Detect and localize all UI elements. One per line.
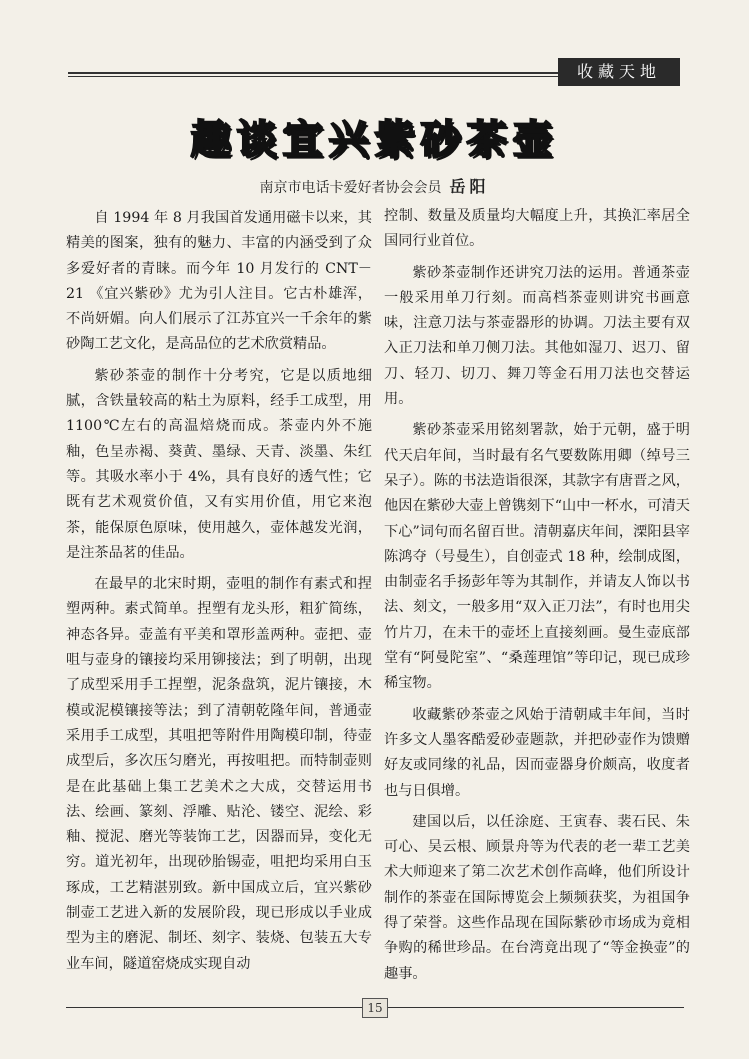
page-number: 15 — [362, 998, 388, 1018]
article-title: 趣谈宜兴紫砂茶壶 — [190, 117, 559, 163]
paragraph: 紫砂茶壶制作还讲究刀法的运用。普通茶壶一般采用单刀行刻。而高档茶壶则讲究书画意味，注意刀法与茶壶器形的协调。刀法主要有双入正刀法和单刀侧刀法。其他如湿刀、迟刀、留刀、轻刀、切刀、舞刀等金石用刀法也交替运用。 — [384, 264, 690, 408]
paragraph-continuation: 控制、数量及质量均大幅度上升，其换汇率居全国同行业首位。 — [384, 208, 690, 250]
right-column — [384, 204, 690, 993]
paragraph: 紫砂茶壶采用铭刻署款，始于元朝，盛于明代天启年间，当时最有名气要数陈用卿（绰号三呆子）。陈的书法造诣很深，其款字有唐晋之风，他因在紫砂大壶上曾镌刻下“山中一杯水，可清天下心”词句而名留百世。清朝嘉庆年间，溧阳县宰陈鸿夺（号曼生），自创壶式 18 种，绘制成图，由制壶名手扬彭年等为其制作，并请友人饰以书法、刻文，一般多用“双入正刀法”，有时也用尖竹片刀，在未干的壶坯上直接刻画。曼生壶底部堂有“阿曼陀室”、“桑莲理馆”等印记，现已成珍稀宝物。 — [384, 422, 690, 692]
footer-rule-left — [66, 1007, 362, 1008]
header-rule — [68, 72, 558, 74]
header-rule-thin — [68, 76, 558, 77]
paragraph: 建国以后，以任涂庭、王寅春、裴石民、朱可心、吴云根、顾景舟等为代表的老一辈工艺美术大师迎来了第二次艺术创作高峰，他们所设计制作的茶壶在国际博览会上频频获奖，为祖国争得了荣誉。这些作品现在国际紫砂市场成为竟相争购的稀世珍品。在台湾竟出现了“等金换壶”的趣事。 — [384, 813, 690, 982]
paragraph: 自 1994 年 8 月我国首发通用磁卡以来，其精美的图案，独有的魅力、丰富的内涵受到了众多爱好者的青睐。而今年 10 月发行的 CNT－21 《宜兴紫砂》尤为引人注目。它古朴雄浑，不尚妍媚。向人们展示了江苏宜兴一千余年的紫砂陶工艺文化，是高品位的艺术欣赏精品。 — [66, 210, 372, 353]
paragraph: 紫砂茶壶的制作十分考究，它是以质地细腻，含铁量较高的粘土为原料，经手工成型，用 1100℃左右的高温焙烧而成。茶壶内外不施釉，色呈赤褐、葵黄、墨绿、天青、淡墨、朱红等。其吸水率小于 4%，具有良好的透气性；它既有艺术观赏价值，又有实用价值，用它来泡茶，能保原色原味，使用越久，壶体越发光润，是注茶品茗的佳品。 — [66, 367, 372, 561]
paragraph: 在最早的北宋时期，壶咀的制作有素式和捏塑两种。素式简单。捏塑有龙头形，粗犷简练，神态各异。壶盖有平美和罩形盖两种。壶把、壶咀与壶身的镶接均采用铆接法；到了明朝，出现了成型采用手工捏塑，泥条盘筑，泥片镶接，木模或泥模镶接等法；到了清朝乾隆年间，普通壶采用手工成型，其咀把等附件用陶模印制，待壶成型后，多次压匀磨光，再按咀把。而特制壶则是在此基础上集工艺美术之大成，交替运用书法、绘画、篆刻、浮雕、贴沦、镂空、泥绘、彩釉、搅泥、磨光等装饰工艺，因器而异，变化无穷。道光初年，出现砂胎锡壶，咀把均采用白玉琢成，工艺精湛别致。新中国成立后，宜兴紫砂制壶工艺进入新的发展阶段，现已形成以手业成型为主的磨泥、制坯、刻字、装烧、包装五大专业车间，隧道窑烧成实现自动 — [66, 576, 372, 972]
section-tab: 收藏天地 — [558, 58, 680, 86]
footer-rule-right — [388, 1007, 684, 1008]
byline-organization: 南京市电话卡爱好者协会会员 — [259, 180, 442, 196]
left-column — [66, 206, 372, 983]
byline — [0, 174, 749, 197]
paragraph: 收藏紫砂茶壶之风始于清朝咸丰年间，当时许多文人墨客酷爱砂壶题款，并把砂壶作为馈赠好友或同缘的礼品，因而壶器身价颇高，收度者也与日俱增。 — [384, 706, 690, 799]
byline-author: 岳阳 — [449, 177, 490, 196]
